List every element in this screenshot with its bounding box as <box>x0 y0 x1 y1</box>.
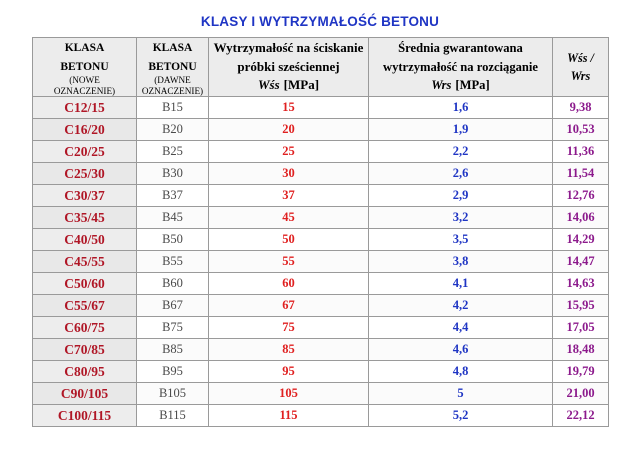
cell-ratio: 14,06 <box>553 207 609 229</box>
cell-wytrzymalosc-sciskanie: 115 <box>209 405 369 427</box>
cell-klasa-betonu-nowe: C50/60 <box>33 273 137 295</box>
cell-klasa-betonu-dawne: B55 <box>137 251 209 273</box>
table-row <box>33 361 609 383</box>
cell-wytrzymalosc-sciskanie: 75 <box>209 317 369 339</box>
cell-klasa-betonu-nowe: C80/95 <box>33 361 137 383</box>
cell-wytrzymalosc-rozciaganie: 2,6 <box>369 163 553 185</box>
header-line-1: Wytrzymałość na ściskanie <box>213 40 364 56</box>
cell-wytrzymalosc-sciskanie: 15 <box>209 97 369 119</box>
table-row <box>33 339 609 361</box>
cell-ratio: 11,36 <box>553 141 609 163</box>
cell-ratio: 9,38 <box>553 97 609 119</box>
header-line-1: Wśs / <box>567 50 594 65</box>
cell-wytrzymalosc-sciskanie: 30 <box>209 163 369 185</box>
table-row <box>33 251 609 273</box>
cell-ratio: 18,48 <box>553 339 609 361</box>
cell-wytrzymalosc-rozciaganie: 4,6 <box>369 339 553 361</box>
cell-wytrzymalosc-rozciaganie: 2,2 <box>369 141 553 163</box>
table-row <box>33 185 609 207</box>
concrete-classes-table <box>32 37 609 427</box>
table-row <box>33 97 609 119</box>
column-header-klasa-betonu-dawne <box>137 38 209 97</box>
table-body <box>33 97 609 427</box>
cell-klasa-betonu-dawne: B37 <box>137 185 209 207</box>
cell-klasa-betonu-dawne: B20 <box>137 119 209 141</box>
cell-ratio: 19,79 <box>553 361 609 383</box>
cell-wytrzymalosc-sciskanie: 37 <box>209 185 369 207</box>
cell-klasa-betonu-dawne: B67 <box>137 295 209 317</box>
table-row <box>33 295 609 317</box>
cell-wytrzymalosc-rozciaganie: 5,2 <box>369 405 553 427</box>
header-symbol: Wrs <box>431 78 452 93</box>
cell-klasa-betonu-nowe: C35/45 <box>33 207 137 229</box>
header-sub-1: (DAWNE <box>154 75 191 86</box>
cell-wytrzymalosc-rozciaganie: 3,5 <box>369 229 553 251</box>
cell-wytrzymalosc-rozciaganie: 4,2 <box>369 295 553 317</box>
cell-wytrzymalosc-sciskanie: 45 <box>209 207 369 229</box>
table-row <box>33 273 609 295</box>
table-row <box>33 229 609 251</box>
table-row <box>33 119 609 141</box>
cell-klasa-betonu-dawne: B50 <box>137 229 209 251</box>
cell-klasa-betonu-nowe: C25/30 <box>33 163 137 185</box>
cell-klasa-betonu-nowe: C90/105 <box>33 383 137 405</box>
cell-wytrzymalosc-rozciaganie: 5 <box>369 383 553 405</box>
cell-wytrzymalosc-rozciaganie: 4,8 <box>369 361 553 383</box>
cell-klasa-betonu-nowe: C40/50 <box>33 229 137 251</box>
cell-wytrzymalosc-sciskanie: 105 <box>209 383 369 405</box>
cell-klasa-betonu-nowe: C30/37 <box>33 185 137 207</box>
cell-wytrzymalosc-rozciaganie: 1,9 <box>369 119 553 141</box>
cell-ratio: 14,47 <box>553 251 609 273</box>
cell-klasa-betonu-dawne: B105 <box>137 383 209 405</box>
cell-klasa-betonu-dawne: B45 <box>137 207 209 229</box>
cell-wytrzymalosc-sciskanie: 60 <box>209 273 369 295</box>
cell-ratio: 22,12 <box>553 405 609 427</box>
cell-wytrzymalosc-rozciaganie: 2,9 <box>369 185 553 207</box>
column-header-ratio-wss-wrs <box>553 38 609 97</box>
header-sub-1: (NOWE <box>69 75 100 86</box>
table-row <box>33 141 609 163</box>
column-header-klasa-betonu-nowe <box>33 38 137 97</box>
cell-klasa-betonu-nowe: C100/115 <box>33 405 137 427</box>
cell-wytrzymalosc-sciskanie: 20 <box>209 119 369 141</box>
header-line-2: próbki sześciennej <box>237 58 340 74</box>
cell-klasa-betonu-nowe: C45/55 <box>33 251 137 273</box>
header-line-2: BETONU <box>148 60 197 73</box>
cell-wytrzymalosc-sciskanie: 50 <box>209 229 369 251</box>
cell-ratio: 11,54 <box>553 163 609 185</box>
cell-wytrzymalosc-sciskanie: 95 <box>209 361 369 383</box>
header-line-1: KLASA <box>64 42 105 54</box>
cell-klasa-betonu-dawne: B15 <box>137 97 209 119</box>
concrete-classes-table-container <box>32 37 608 427</box>
cell-klasa-betonu-nowe: C12/15 <box>33 97 137 119</box>
cell-wytrzymalosc-rozciaganie: 3,2 <box>369 207 553 229</box>
cell-wytrzymalosc-sciskanie: 67 <box>209 295 369 317</box>
table-row <box>33 405 609 427</box>
cell-wytrzymalosc-rozciaganie: 3,8 <box>369 251 553 273</box>
cell-wytrzymalosc-sciskanie: 25 <box>209 141 369 163</box>
header-symbol: Wśs <box>257 77 280 93</box>
cell-klasa-betonu-nowe: C70/85 <box>33 339 137 361</box>
header-unit: [MPa] <box>283 77 320 93</box>
table-row <box>33 207 609 229</box>
header-line-1: KLASA <box>152 42 193 54</box>
table-row <box>33 317 609 339</box>
cell-wytrzymalosc-sciskanie: 55 <box>209 251 369 273</box>
cell-ratio: 17,05 <box>553 317 609 339</box>
cell-wytrzymalosc-rozciaganie: 4,1 <box>369 273 553 295</box>
cell-ratio: 14,29 <box>553 229 609 251</box>
cell-klasa-betonu-nowe: C20/25 <box>33 141 137 163</box>
header-line-2: Wrs <box>570 69 591 84</box>
header-line-2: wytrzymałość na rozciąganie <box>382 59 539 74</box>
header-sub-2: OZNACZENIE) <box>141 85 204 96</box>
cell-klasa-betonu-nowe: C55/67 <box>33 295 137 317</box>
cell-ratio: 12,76 <box>553 185 609 207</box>
page-title: KLASY I WYTRZYMAŁOŚĆ BETONU <box>200 14 440 29</box>
table-header-row <box>33 38 609 97</box>
cell-wytrzymalosc-sciskanie: 85 <box>209 339 369 361</box>
cell-ratio: 15,95 <box>553 295 609 317</box>
cell-klasa-betonu-nowe: C16/20 <box>33 119 137 141</box>
table-row <box>33 163 609 185</box>
cell-klasa-betonu-dawne: B115 <box>137 405 209 427</box>
cell-wytrzymalosc-rozciaganie: 4,4 <box>369 317 553 339</box>
cell-ratio: 10,53 <box>553 119 609 141</box>
cell-klasa-betonu-nowe: C60/75 <box>33 317 137 339</box>
cell-klasa-betonu-dawne: B75 <box>137 317 209 339</box>
header-unit: [MPa] <box>455 78 490 93</box>
header-line-2: BETONU <box>60 60 109 73</box>
cell-ratio: 21,00 <box>553 383 609 405</box>
cell-klasa-betonu-dawne: B95 <box>137 361 209 383</box>
cell-ratio: 14,63 <box>553 273 609 295</box>
cell-klasa-betonu-dawne: B30 <box>137 163 209 185</box>
cell-klasa-betonu-dawne: B85 <box>137 339 209 361</box>
cell-wytrzymalosc-rozciaganie: 1,6 <box>369 97 553 119</box>
table-header <box>33 38 609 97</box>
header-line-1: Średnia gwarantowana <box>398 41 523 56</box>
cell-klasa-betonu-dawne: B25 <box>137 141 209 163</box>
table-row <box>33 383 609 405</box>
column-header-wytrzymalosc-na-sciskanie <box>209 38 369 97</box>
cell-klasa-betonu-dawne: B60 <box>137 273 209 295</box>
header-sub-2: OZNACZENIE) <box>53 85 116 96</box>
column-header-srednia-gwarantowana-wytrzymalosc <box>369 38 553 97</box>
